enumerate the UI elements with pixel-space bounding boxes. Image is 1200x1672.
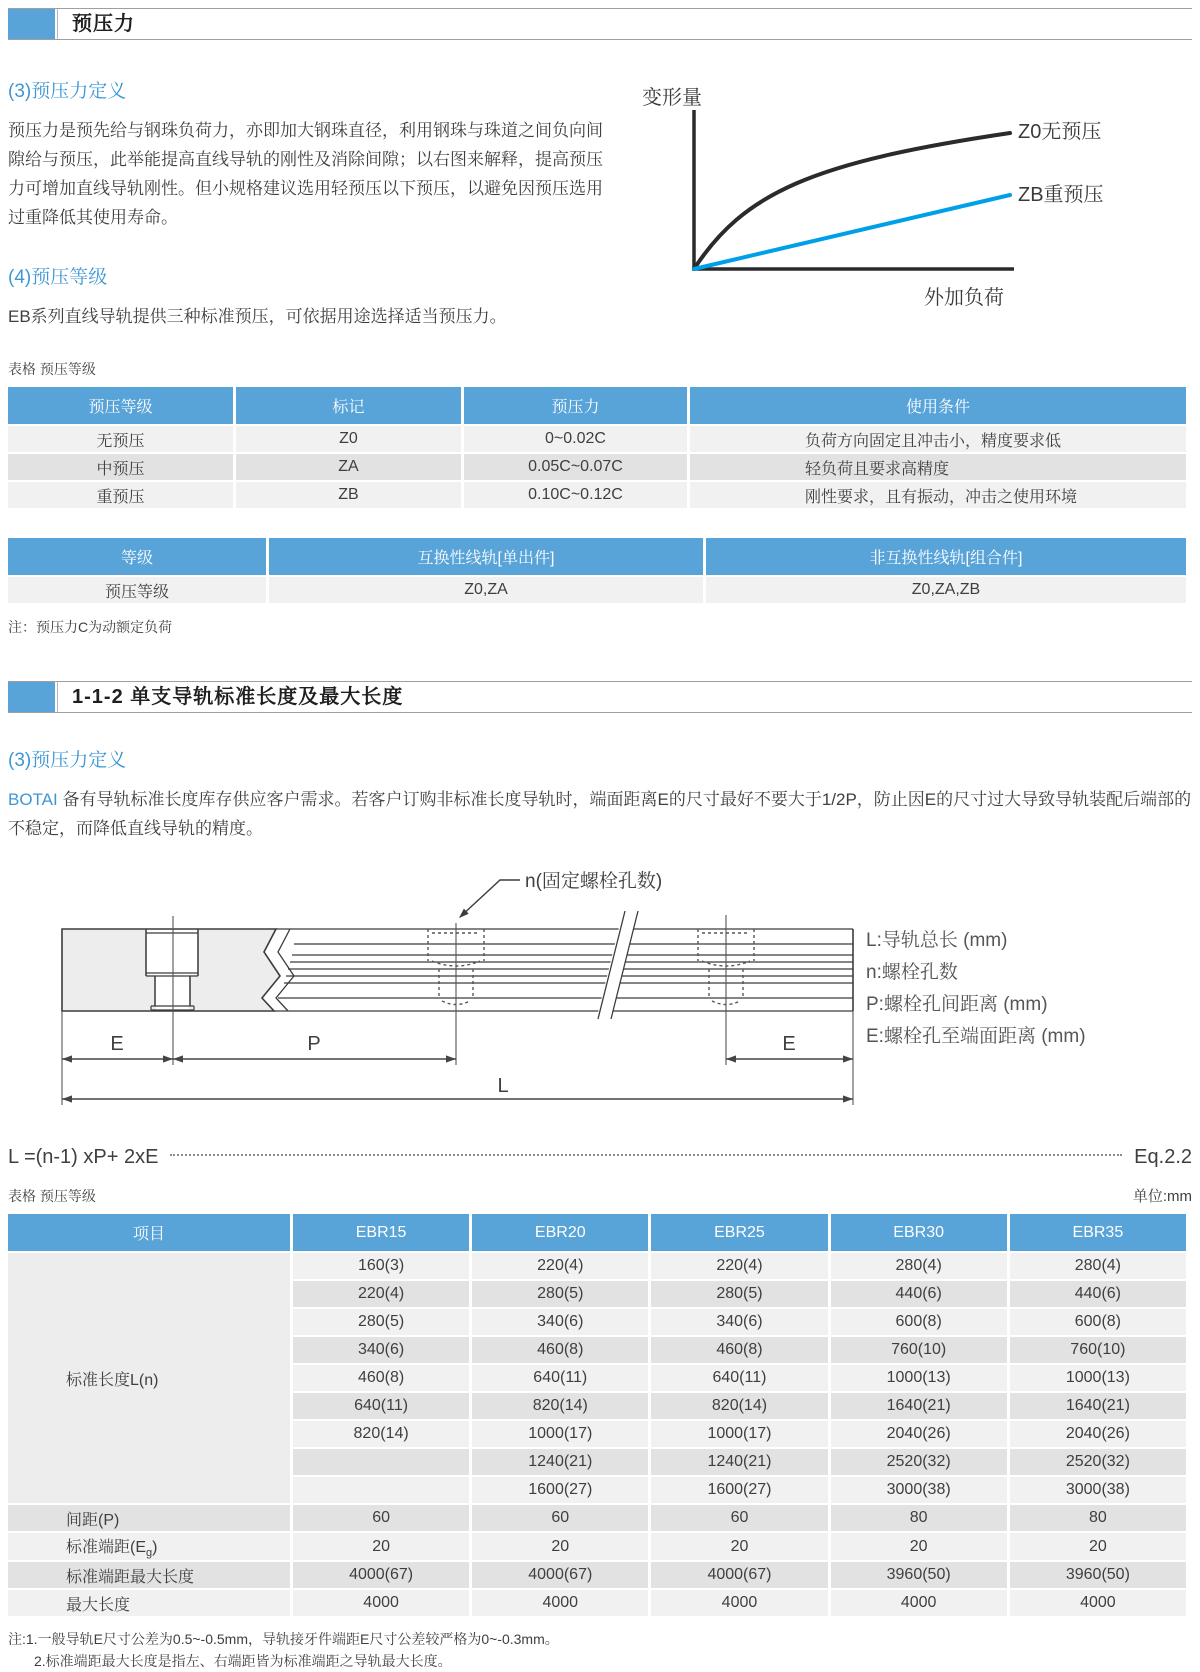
z0-series-label: Z0无预压 [1018, 121, 1102, 143]
dim-label-l: L [497, 1075, 509, 1097]
cell: 4000 [293, 1590, 469, 1616]
zb-heavy-preload-line [694, 195, 1010, 269]
cell: 2520(32) [831, 1449, 1007, 1475]
cell [293, 1477, 469, 1503]
cell: 4000(67) [293, 1562, 469, 1588]
banner-blue-square [8, 682, 55, 712]
cell-force: 0~0.02C [464, 426, 687, 452]
legend-line-l: L:导轨总长 (mm) [866, 930, 1008, 951]
cell: 460(8) [293, 1365, 469, 1391]
cell: 1640(21) [1010, 1393, 1186, 1419]
note-line-1: 注:1.一般导轨E尺寸公差为0.5~-0.5mm，导轨接牙件端距E尺寸公差较严格为0~-0.3mm。 [8, 1631, 559, 1648]
dim-label-e-left: E [110, 1033, 124, 1055]
diagram-legend [866, 929, 1086, 1047]
chart-y-axis-label: 变形量 [642, 87, 702, 109]
cell: 280(5) [293, 1309, 469, 1335]
cell: 280(5) [472, 1281, 648, 1307]
col-header-interchangeable: 互换性线轨[单出件] [269, 538, 703, 575]
dim-label-e-right: E [782, 1033, 796, 1055]
cell: 1600(27) [472, 1477, 648, 1503]
deformation-load-chart [632, 76, 1182, 324]
intro-section [8, 76, 1192, 331]
cell: 1000(17) [651, 1421, 827, 1447]
cell [293, 1449, 469, 1475]
cell: 60 [472, 1505, 648, 1531]
dimension-lines [62, 1059, 853, 1099]
col-header-condition: 使用条件 [690, 387, 1186, 424]
col-header-ebr35: EBR35 [1010, 1214, 1186, 1251]
col-header-ebr30: EBR30 [831, 1214, 1007, 1251]
equation-formula: L =(n-1) xP+ 2xE [8, 1146, 159, 1168]
legend-line-n: n:螺栓孔数 [866, 962, 958, 983]
section-title: 1-1-2 单支导轨标准长度及最大长度 [72, 686, 404, 708]
cell: 1240(21) [472, 1449, 648, 1475]
cell: 60 [651, 1505, 827, 1531]
col-header-grade: 等级 [8, 538, 266, 575]
preload-grade-heading: (4)预压等级 [8, 267, 108, 288]
table-header-row [8, 387, 1186, 424]
length-section-body: 备有导轨标准长度库存供应客户需求。若客户订购非标准长度导轨时，端面距离E的尺寸最好不要大于1/2P，防止因E的尺寸过大导致导轨装配后端部的不稳定，而降低直线导轨的精度。 [8, 790, 1192, 838]
col-header-item: 项目 [8, 1214, 290, 1251]
dimension-arrows [62, 1055, 853, 1102]
table-header-row [8, 1214, 1186, 1251]
section-title: 预压力 [72, 13, 135, 35]
cell: 640(11) [651, 1365, 827, 1391]
standard-end-max-length-row [8, 1562, 1186, 1588]
length-section-heading: (3)预压力定义 [8, 750, 127, 771]
rail-profile-lines [274, 929, 853, 1011]
dim-label-p: P [307, 1033, 321, 1055]
cell: 820(14) [293, 1421, 469, 1447]
col-header-grade: 预压等级 [8, 387, 233, 424]
banner-blue-square [8, 9, 55, 39]
zb-series-label: ZB重预压 [1018, 184, 1104, 206]
row-label-standard-end [8, 1533, 290, 1560]
preload-definition-heading: (3)预压力定义 [8, 81, 127, 102]
cell: 820(14) [651, 1393, 827, 1419]
label-text: ) [152, 1539, 158, 1556]
cell: 1000(13) [831, 1365, 1007, 1391]
table3-notes [8, 1628, 1192, 1672]
cell: 20 [293, 1533, 469, 1560]
cell: 340(6) [651, 1309, 827, 1335]
cell: 640(11) [472, 1365, 648, 1391]
row-label-standard-end-max: 标准端距最大长度 [8, 1562, 290, 1588]
pitch-row [8, 1505, 1186, 1531]
cell: 2040(26) [831, 1421, 1007, 1447]
break-line [276, 929, 294, 1011]
cell: 4000(67) [472, 1562, 648, 1588]
cell: 220(4) [651, 1253, 827, 1279]
cell-mark: ZA [236, 454, 461, 480]
cell: 1000(17) [472, 1421, 648, 1447]
group-label-standard-length: 标准长度L(n) [8, 1253, 290, 1503]
cell: 20 [472, 1533, 648, 1560]
cell: 460(8) [472, 1337, 648, 1363]
cell: 1640(21) [831, 1393, 1007, 1419]
table-row [8, 482, 1186, 508]
equation-tag: Eq.2.2 [1134, 1146, 1192, 1168]
cell: 80 [831, 1505, 1007, 1531]
cell: 340(6) [293, 1337, 469, 1363]
table2-note: 注：预压力C为动额定负荷 [8, 619, 173, 635]
cell: 20 [1010, 1533, 1186, 1560]
cell: 280(4) [831, 1253, 1007, 1279]
bolt-counterbore [147, 930, 197, 975]
cell: 280(5) [651, 1281, 827, 1307]
bolt-hole-count-callout: n(固定螺栓孔数) [525, 871, 663, 892]
callout-leader [460, 880, 520, 917]
col-header-ebr25: EBR25 [651, 1214, 827, 1251]
table1-caption: 表格 预压等级 [8, 361, 96, 377]
chart-x-axis-label: 外加负荷 [924, 287, 1004, 309]
col-header-ebr20: EBR20 [472, 1214, 648, 1251]
note-line-2: 2.标准端距最大长度是指左、右端距皆为标准端距之导轨最大长度。 [34, 1653, 452, 1670]
cell: 1600(27) [651, 1477, 827, 1503]
table-row [8, 577, 1186, 603]
preload-grade-table [5, 385, 1189, 510]
cell: 600(8) [1010, 1309, 1186, 1335]
cell-condition: 轻负荷且要求高精度 [690, 454, 1186, 480]
legend-line-p: P:螺栓孔间距离 (mm) [866, 994, 1048, 1015]
section-banner-preload [8, 8, 1192, 40]
cell: 220(4) [472, 1253, 648, 1279]
max-length-row [8, 1590, 1186, 1616]
cell-force: 0.05C~0.07C [464, 454, 687, 480]
section-banner-length [8, 681, 1192, 713]
equation-row [8, 1146, 1192, 1169]
cell-force: 0.10C~0.12C [464, 482, 687, 508]
chart-column [608, 76, 1192, 331]
cell: 760(10) [831, 1337, 1007, 1363]
cell-mark: Z0 [236, 426, 461, 452]
cell: 2520(32) [1010, 1449, 1186, 1475]
cell-grade-label: 预压等级 [8, 577, 266, 603]
table3-unit: 单位:mm [1132, 1188, 1192, 1205]
cell: 760(10) [1010, 1337, 1186, 1363]
cell: 160(3) [293, 1253, 469, 1279]
rail-diagram-wrap [8, 849, 1192, 1132]
col-header-mark: 标记 [236, 387, 461, 424]
cell-interchangeable-value: Z0,ZA [269, 577, 703, 603]
cell: 440(6) [831, 1281, 1007, 1307]
z0-no-preload-curve [694, 133, 1010, 269]
interchangeability-table [5, 536, 1189, 605]
length-section-paragraph [8, 785, 1192, 843]
cell: 3000(38) [1010, 1477, 1186, 1503]
rail-length-diagram [8, 849, 1192, 1127]
length-row [8, 1253, 1186, 1279]
table-row [8, 426, 1186, 452]
cell: 20 [651, 1533, 827, 1560]
document-page [0, 8, 1200, 1672]
row-label-pitch: 间距(P) [8, 1505, 290, 1531]
col-header-noninterchangeable: 非互换性线轨[组合件] [706, 538, 1186, 575]
cell: 3960(50) [831, 1562, 1007, 1588]
cell: 3960(50) [1010, 1562, 1186, 1588]
table-row [8, 454, 1186, 480]
cell-condition: 刚性要求，且有振动，冲击之使用环境 [690, 482, 1186, 508]
label-text: 标准端距(E [66, 1539, 147, 1556]
table3-caption-row [8, 1185, 1192, 1206]
preload-grade-paragraph: EB系列直线导轨提供三种标准预压，可依据用途选择适当预压力。 [8, 307, 507, 326]
brand-name: BOTAI [8, 790, 58, 809]
cell: 280(4) [1010, 1253, 1186, 1279]
label-subscript: g [146, 1547, 153, 1560]
cell: 600(8) [831, 1309, 1007, 1335]
cell: 60 [293, 1505, 469, 1531]
cell: 80 [1010, 1505, 1186, 1531]
equation-dotted-leader [170, 1154, 1122, 1156]
table3-caption: 表格 预压等级 [8, 1188, 96, 1204]
cell: 4000 [831, 1590, 1007, 1616]
standard-end-row [8, 1533, 1186, 1560]
cell: 220(4) [293, 1281, 469, 1307]
cell: 4000 [472, 1590, 648, 1616]
cell: 1240(21) [651, 1449, 827, 1475]
row-label-max-length: 最大长度 [8, 1590, 290, 1616]
cell-noninterchangeable-value: Z0,ZA,ZB [706, 577, 1186, 603]
diagonal-break-mask [596, 907, 639, 1021]
cell: 820(14) [472, 1393, 648, 1419]
cell: 640(11) [293, 1393, 469, 1419]
cell: 340(6) [472, 1309, 648, 1335]
cell: 460(8) [651, 1337, 827, 1363]
legend-line-e: E:螺栓孔至端面距离 (mm) [866, 1026, 1086, 1047]
cell: 4000 [651, 1590, 827, 1616]
col-header-force: 预压力 [464, 387, 687, 424]
cell: 4000(67) [651, 1562, 827, 1588]
preload-definition-paragraph: 预压力是预先给与钢珠负荷力，亦即加大钢珠直径，利用钢珠与珠道之间负向间隙给与预压，此举能提高直线导轨的刚性及消除间隙；以右图来解释，提高预压力可增加直线导轨刚性。但小规格建议选用轻预压以下预压，以避免因预压选用过重降低其使用寿命。 [8, 121, 603, 227]
cell: 20 [831, 1533, 1007, 1560]
cell-grade: 重预压 [8, 482, 233, 508]
standard-length-table [5, 1212, 1189, 1618]
cell-grade: 中预压 [8, 454, 233, 480]
cell: 3000(38) [831, 1477, 1007, 1503]
cell: 2040(26) [1010, 1421, 1186, 1447]
table-header-row [8, 538, 1186, 575]
cell: 4000 [1010, 1590, 1186, 1616]
cell: 1000(13) [1010, 1365, 1186, 1391]
cell: 440(6) [1010, 1281, 1186, 1307]
cell-mark: ZB [236, 482, 461, 508]
intro-text-column [8, 76, 608, 331]
cell-condition: 负荷方向固定且冲击小，精度要求低 [690, 426, 1186, 452]
cell-grade: 无预压 [8, 426, 233, 452]
col-header-ebr15: EBR15 [293, 1214, 469, 1251]
